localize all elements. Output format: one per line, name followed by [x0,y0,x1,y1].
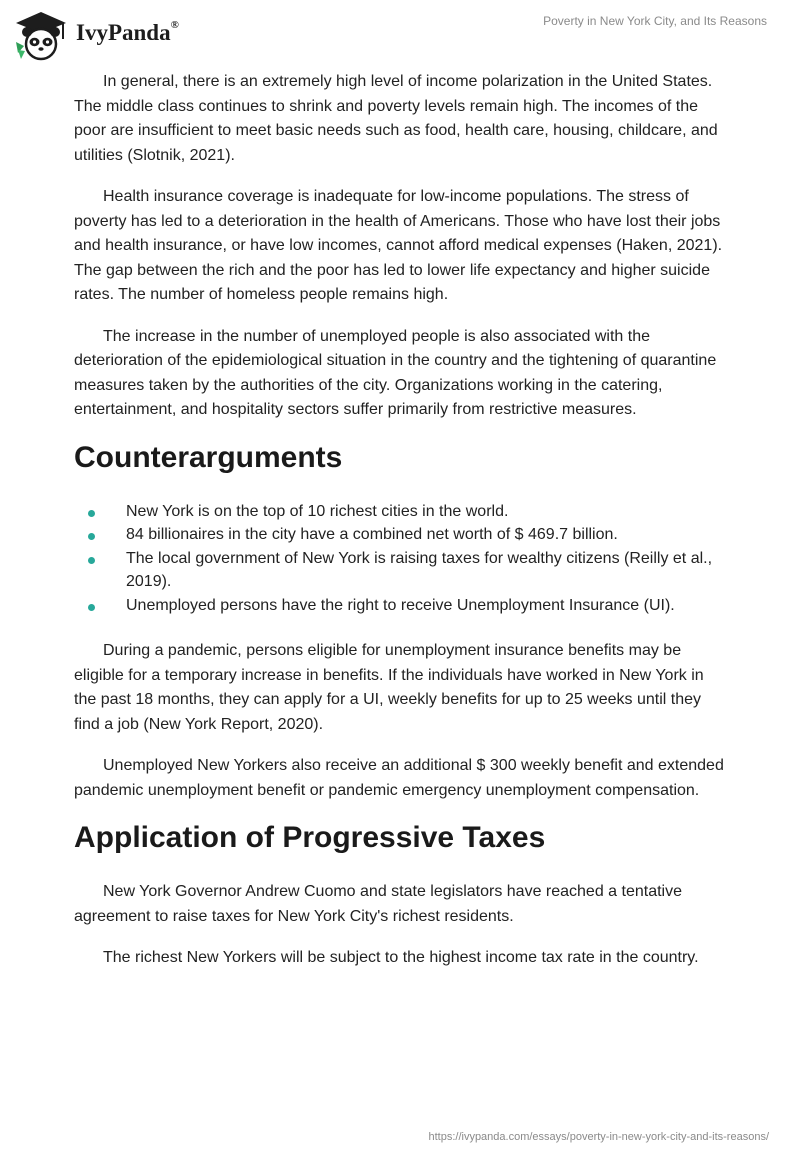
essay-body [74,70,724,988]
list-item-text: The local government of New York is raising taxes for wealthy citizens (Reilly et al., 2019). [126,549,713,590]
bullet-dot-icon [88,533,95,540]
source-url[interactable]: https://ivypanda.com/essays/poverty-in-new-york-city-and-its-reasons/ [428,1131,769,1143]
paragraph: During a pandemic, persons eligible for unemployment insurance benefits may be eligible for a temporary increase in benefits. If the individuals have worked in New York in the past 18 months, they can apply for a UI, weekly benefits for up to 25 weeks until they find a job (New York Report, 2020). [74,642,704,733]
section-heading-counterarguments: Counterarguments [74,440,343,474]
bullet-dot-icon [88,557,95,564]
paragraph: The richest New Yorkers will be subject to the highest income tax rate in the country. [103,949,699,966]
section-heading-progressive-taxes: Application of Progressive Taxes [74,821,546,854]
paragraph: Health insurance coverage is inadequate for low-income populations. The stress of poverty has led to a deterioration in the health of Americans. Those who have lost their jobs and health insurance, or have low incomes, cannot afford medical expenses (Haken, 2021). The gap between the rich and the poor has led to lower life expectancy and higher suicide rates. The number of homeless people remains high. [74,188,723,303]
counterarguments-list [74,500,724,618]
list-item [74,547,724,594]
list-item [74,523,724,547]
paragraph: In general, there is an extremely high level of income polarization in the United States. The middle class continues to shrink and poverty levels remain high. The incomes of the poor are insufficient to meet basic needs such as food, health care, housing, childcare, and utilities (Slotnik, 2021). [74,73,718,164]
paragraph: Unemployed New Yorkers also receive an additional $ 300 weekly benefit and extended pandemic unemployment benefit or pandemic emergency unemployment compensation. [74,757,724,799]
list-item [74,594,724,618]
panda-graduate-icon [12,6,70,62]
list-item-text: 84 billionaires in the city have a combined net worth of $ 469.7 billion. [126,526,618,543]
paragraph: The increase in the number of unemployed people is also associated with the deterioration of the epidemiological situation in the country and the tightening of quarantine measures taken by the authorities of the city. Organizations working in the catering, entertainment, and hospitality sectors suffer primarily from restrictive measures. [74,327,717,418]
registered-mark: ® [170,19,179,32]
list-item-text: Unemployed persons have the right to receive Unemployment Insurance (UI). [126,596,675,614]
brand-logo[interactable] [12,6,179,62]
document-title: Poverty in New York City, and Its Reasons [543,14,767,28]
list-item [74,500,724,524]
bullet-dot-icon [88,510,95,517]
brand-name: IvyPanda® [76,19,179,45]
page-header [0,0,800,66]
paragraph: New York Governor Andrew Cuomo and state legislators have reached a tentative agreement to raise taxes for New York City's richest residents. [74,883,682,925]
bullet-dot-icon [88,604,95,611]
list-item-text: New York is on the top of 10 richest cities in the world. [126,502,509,520]
